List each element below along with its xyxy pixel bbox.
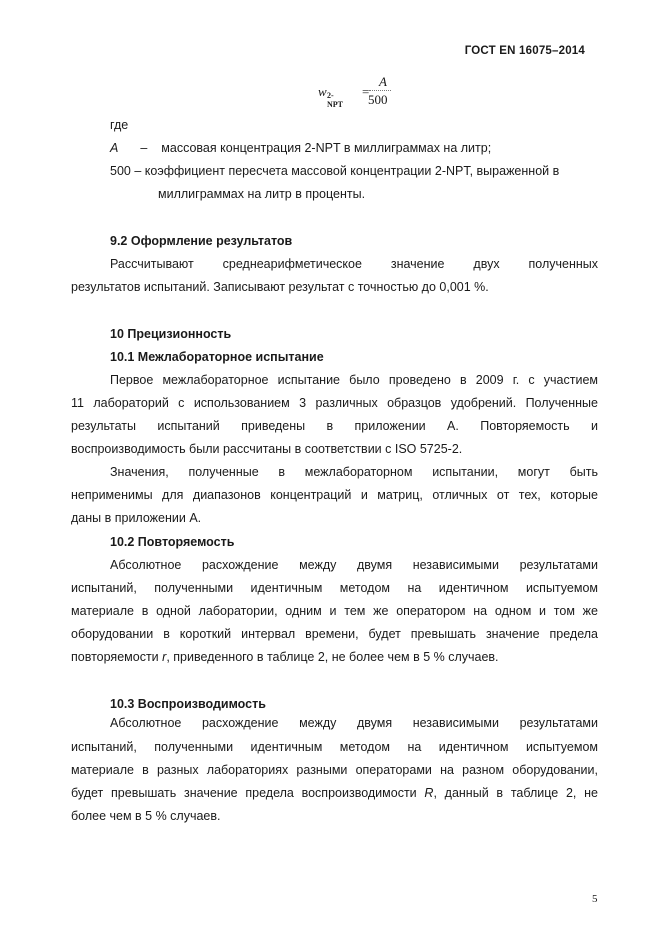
formula-numerator: A [379,74,387,89]
definition-a-symbol: A [110,141,119,155]
definition-500-symbol: 500 [110,164,131,178]
formula-denominator: 500 [368,92,388,107]
section-10-heading: 10 Прецизионность [110,327,232,341]
section-10-2-line: оборудовании в короткий интервал времени, будет превышать значение предела [71,627,598,641]
formula-equals: = [362,84,370,99]
section-10-1-line: 11 лабораторий с использованием 3 различных образцов удобрений. Полученные [71,396,598,410]
section-9-2-line: результатов испытаний. Записывают результат с точностью до 0,001 %. [71,280,489,294]
section-10-3-line: материале в разных лабораториях разными операторами на разном оборудовании, [71,763,598,777]
section-10-3-line [71,786,598,800]
section-10-3-l4-pre: будет превышать значение предела воспроизводимости [71,786,425,800]
page-number: 5 [592,893,598,905]
section-10-1-line: результаты испытаний приведены в приложении А. Повторяемость и [71,419,598,433]
section-10-2-last-pre: повторяемости [71,650,163,664]
section-10-3-line: Абсолютное расхождение между двумя независимыми результатами [110,716,598,730]
where-word: где [110,118,129,132]
var-R: R [424,786,434,800]
section-10-3-line: более чем в 5 % случаев. [71,809,221,823]
section-10-1-line: Значения, полученные в межлабораторном испытании, могут быть [110,465,598,479]
var-r: r [162,650,167,664]
formula-lhs-subscript: 2-NPT [327,91,343,109]
definition-a [110,141,491,155]
formula-fraction-bar [369,90,391,91]
section-10-3-l4-post: , данный в таблице 2, не [433,786,598,800]
section-10-2-last-post: , приведенного в таблице 2, не более чем в 5 % случаев. [166,650,499,664]
section-10-1-heading: 10.1 Межлабораторное испытание [110,350,324,364]
definition-a-dash: – [140,141,148,155]
section-10-1-line: Первое межлабораторное испытание было проведено в 2009 г. с участием [110,373,598,387]
definition-500-line1: коэффициент пересчета массовой концентрации 2-NPT, выраженной в [144,164,560,178]
formula-lhs-var: w [318,84,327,99]
definition-a-text: массовая концентрация 2-NPT в миллиграммах на литр; [161,141,492,155]
definition-500 [110,164,559,178]
section-10-3-line: испытаний, полученными идентичным методом на идентичном испытуемом [71,740,598,754]
section-10-2-heading: 10.2 Повторяемость [110,535,235,549]
section-9-2-line: Рассчитывают среднеарифметическое значение двух полученных [110,257,598,271]
section-10-1-line: воспроизводимость были рассчитаны в соответствии с ISO 5725-2. [71,442,463,456]
definition-500-line2: миллиграммах на литр в проценты. [158,187,366,201]
definition-500-dash: – [134,164,142,178]
section-10-1-line: даны в приложении А. [71,511,202,525]
section-9-2-heading: 9.2 Оформление результатов [110,234,293,248]
section-10-2-line [71,650,598,664]
document-header: ГОСТ EN 16075–2014 [464,45,585,57]
section-10-3-heading: 10.3 Воспроизводимость [110,697,266,711]
section-10-2-line: материале в одной лаборатории, одним и тем же оператором на одном и том же [71,604,598,618]
section-10-1-line: неприменимы для диапазонов концентраций и матриц, отличных от тех, которые [71,488,598,502]
section-10-2-line: испытаний, полученными идентичным методом на идентичном испытуемом [71,581,598,595]
section-10-2-line: Абсолютное расхождение между двумя независимыми результатами [110,558,598,572]
